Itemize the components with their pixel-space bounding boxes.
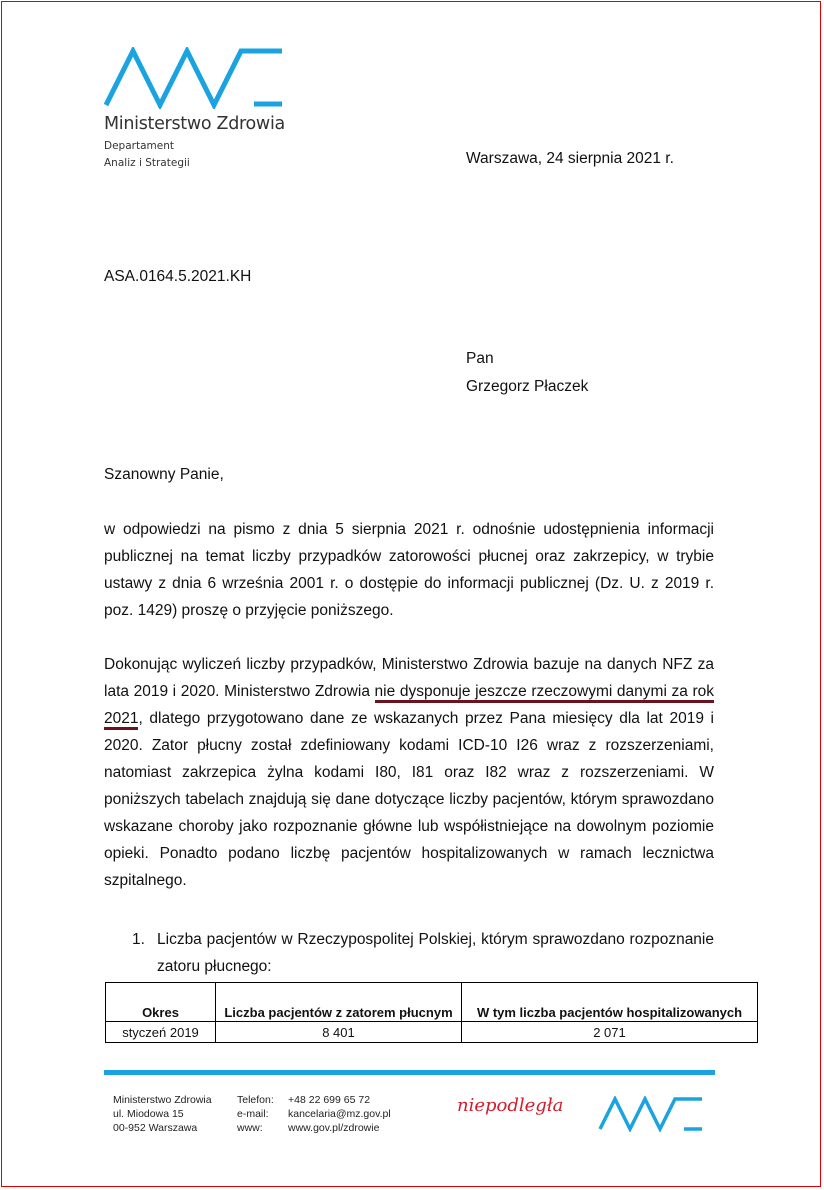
list-item (132, 926, 714, 980)
patients-table (105, 982, 758, 1043)
salutation: Szanowny Panie, (104, 466, 224, 483)
recipient-title: Pan (466, 350, 494, 367)
header-patients-embolism: Liczba pacjentów z zatorem płucnym (216, 983, 462, 1022)
paragraph-intro: w odpowiedzi na pismo z dnia 5 sierpnia 2021 r. odnośnie udostępnienia informacji publicznej na temat liczby przypadków zatorowości płucnej oraz zakrzepicy, w trybie ustawy z dnia 6 września 2001 r. o dostępie do informacji publicznej (Dz. U. z 2019 r. poz. 1429) proszę o przyjęcie poniższego. (104, 521, 714, 619)
header-hospitalized: W tym liczba pacjentów hospitalizowanych (462, 983, 758, 1022)
niepodlegla-wordmark: niepodległa (457, 1095, 564, 1116)
ministry-logo-icon (104, 47, 286, 109)
list-item-number: 1. (132, 931, 145, 948)
footer-label: e-mail: (237, 1108, 269, 1120)
ministry-logo-small-icon (598, 1096, 706, 1132)
footer-phone: +48 22 699 65 72 (288, 1094, 371, 1106)
footer-divider (104, 1070, 715, 1075)
department-line-2: Analiz i Strategii (104, 157, 190, 169)
cell-hospitalized: 2 071 (462, 1022, 758, 1043)
table-row (106, 1022, 758, 1043)
cell-period: styczeń 2019 (106, 1022, 216, 1043)
paragraph-data-description (104, 651, 714, 894)
ministry-name: Ministerstwo Zdrowia (104, 114, 285, 134)
recipient-name: Grzegorz Płaczek (466, 378, 589, 395)
paragraph-data-text-after: , dlatego przygotowano dane ze wskazanych przez Pana miesięcy dla lat 2019 i 2020. Zator płucny został zdefiniowany kodami ICD-10 I26 wraz z rozszerzeniami, natomiast zakrzepica żylna kodami I80, I81 oraz I82 wraz z rozszerzeniami. W poniższych tabelach znajdują się dane dotyczące liczby pacjentów, którym sprawozdano wskazane choroby jako rozpoznanie główne lub współistniejące na dowolnym poziomie opieki. Ponadto podano liczbę pacjentów hospitalizowanych w ramach lecznictwa szpitalnego. (104, 710, 714, 889)
footer-label: www: (237, 1122, 263, 1134)
footer-address (113, 1093, 212, 1135)
footer-contact-values (288, 1093, 391, 1135)
highlighted-statement: nie dysponuje jeszcze rzeczowymi danymi za rok 2021 (104, 683, 714, 730)
footer-website: www.gov.pl/zdrowie (288, 1122, 380, 1134)
footer-address-line: Ministerstwo Zdrowia (113, 1094, 212, 1106)
footer-address-line: ul. Miodowa 15 (113, 1108, 184, 1120)
footer-address-line: 00-952 Warszawa (113, 1122, 198, 1134)
header-period: Okres (106, 983, 216, 1022)
paragraph-data-text-before: Dokonując wyliczeń liczby przypadków, Ministerstwo Zdrowia bazuje na danych NFZ za lata 2019 i 2020. Ministerstwo Zdrowia (104, 656, 714, 700)
footer-label: Telefon: (237, 1094, 274, 1106)
department-line-1: Departament (104, 140, 174, 152)
letter-date: Warszawa, 24 sierpnia 2021 r. (466, 150, 674, 167)
footer-email: kancelaria@mz.gov.pl (288, 1108, 391, 1120)
table-header-row (106, 983, 758, 1022)
list-item-text: Liczba pacjentów w Rzeczypospolitej Polskiej, którym sprawozdano rozpoznanie zatoru płucnego: (157, 931, 714, 975)
cell-patients: 8 401 (216, 1022, 462, 1043)
footer-contact-labels (237, 1093, 274, 1135)
reference-number: ASA.0164.5.2021.KH (104, 268, 252, 285)
